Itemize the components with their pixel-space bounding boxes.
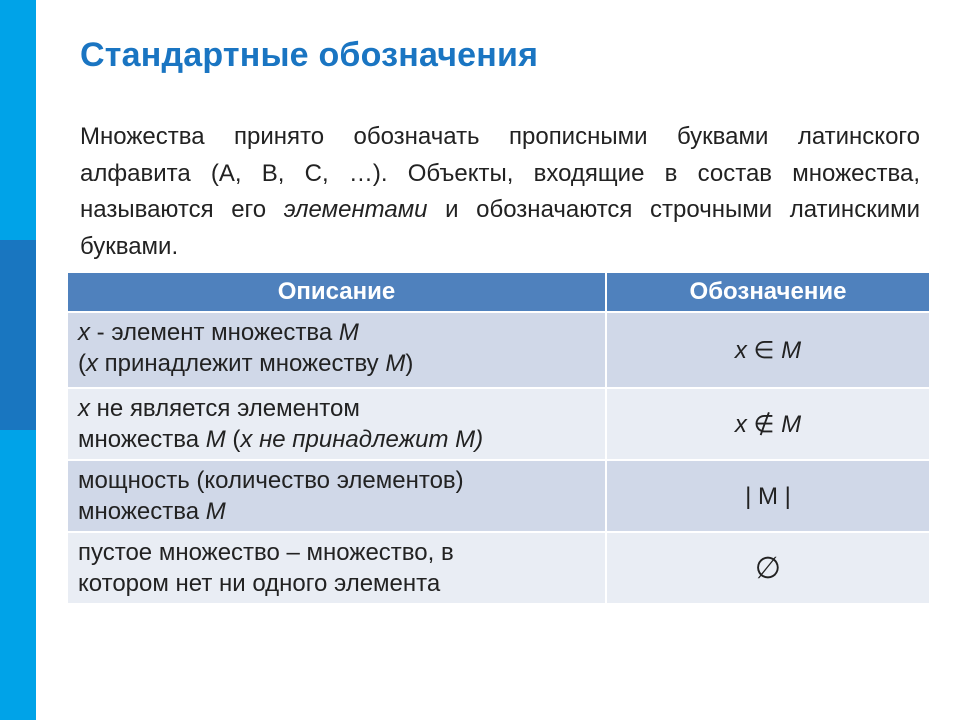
table-row	[68, 312, 930, 388]
table-header-row	[68, 273, 930, 312]
table-row	[68, 388, 930, 460]
row-description	[68, 388, 606, 460]
intro-text-2: и обозначаются строчными латинскими буквами.	[80, 196, 920, 260]
row-description	[68, 460, 606, 532]
description-line: мощность (количество элементов)	[78, 467, 464, 494]
slide-title: Стандартные обозначения	[80, 36, 539, 74]
intro-emphasis: элементами	[283, 196, 428, 223]
row-notation: | M |	[606, 460, 930, 532]
row-notation: ∅	[606, 532, 930, 604]
description-line: множества M	[78, 498, 226, 525]
description-line: множества M (x не принадлежит M)	[78, 426, 484, 453]
table-row	[68, 532, 930, 604]
table-row	[68, 460, 930, 532]
header-notation: Обозначение	[606, 273, 930, 312]
description-line: (x принадлежит множеству M)	[78, 350, 414, 377]
row-description	[68, 532, 606, 604]
intro-paragraph	[80, 119, 920, 265]
row-notation: x ∈ M	[606, 312, 930, 388]
notation-table	[68, 273, 931, 605]
side-bar-accent	[0, 240, 36, 430]
description-line: x - элемент множества M	[78, 319, 359, 346]
row-description	[68, 312, 606, 388]
description-line: пустое множество – множество, в	[78, 539, 454, 566]
row-notation: x ∉ M	[606, 388, 930, 460]
description-line: x не является элементом	[78, 395, 360, 422]
intro-text-1: Множества принято обозначать прописными буквами латинского алфавита (А, В, С, …). Объекты, входящие в состав множества, называются его	[80, 123, 920, 223]
header-description: Описание	[68, 273, 606, 312]
description-line: котором нет ни одного элемента	[78, 570, 441, 597]
